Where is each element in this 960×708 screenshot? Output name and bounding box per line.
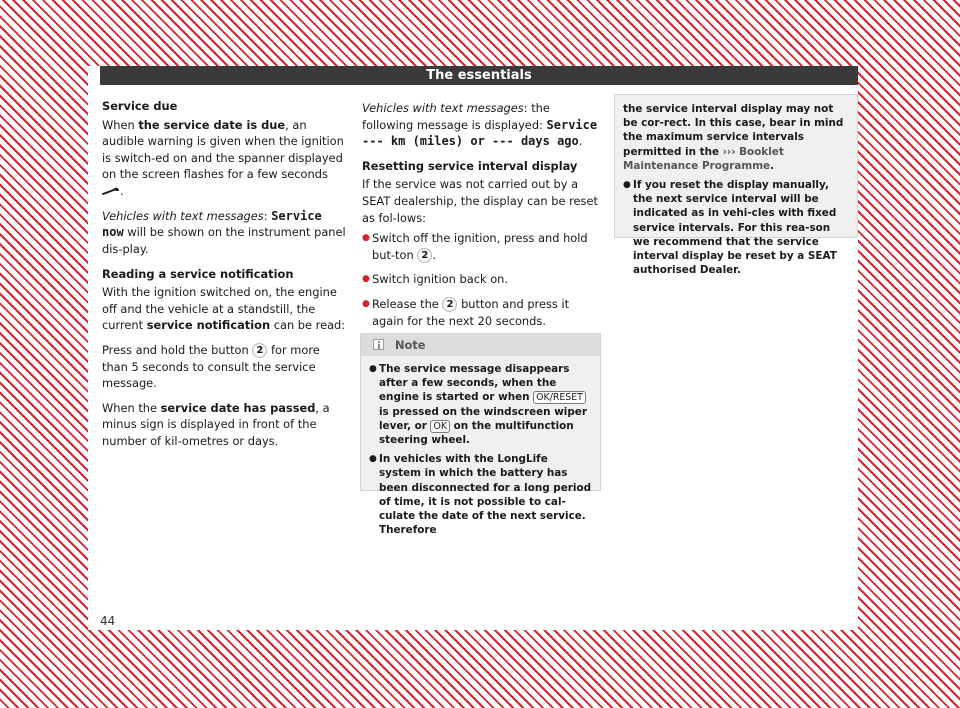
note-header — [361, 334, 600, 356]
section-header: The essentials — [100, 66, 858, 85]
key-ok: OK — [430, 420, 450, 433]
paragraph-reading: With the ignition switched on, the engine off and the vehicle at a standstill, the current service notification can be read: — [102, 285, 346, 333]
paragraph-press-hold: Press and hold the button 2 for more than 5 seconds to consult the service message. — [102, 342, 320, 391]
list-item: ● The service message disappears after a few seconds, when the engine is started or when OK/RESET is pressed on the windscreen wiper lever, or OK on the multifunction steering wheel. — [369, 362, 592, 447]
key-ok-reset: OK/RESET — [533, 391, 586, 404]
paragraph-text-messages-2: Vehicles with text messages: the following message is displayed: Service --- km (miles) or --- days ago. — [362, 101, 598, 149]
list-item: ● If you reset the display manually, the next service interval will be indicated as in vehi-cles with fixed service intervals. For this rea-son we recommend that the service interval display be reset by a SEAT authorised Dealer. — [623, 178, 849, 277]
heading-reading-notification: Reading a service notification — [102, 266, 294, 281]
page-number: 44 — [100, 614, 116, 628]
button-ref-2: 2 — [417, 248, 432, 263]
button-ref-2: 2 — [442, 297, 457, 312]
paragraph-continuation: the service interval display may not be cor-rect. In this case, bear in mind the maximum service intervals permitted in the ››› Booklet Maintenance Programme. — [623, 103, 844, 172]
note-body — [361, 356, 600, 537]
paragraph-date-passed: When the service date has passed, a minus sign is displayed in front of the number of kil-ometres or days. — [102, 400, 330, 448]
column-middle — [362, 100, 602, 337]
paragraph-service-due: When the service date is due, an audible warning is given when the ignition is switch-ed on and the spanner displayed on the screen flashes for a few seconds . — [102, 117, 344, 198]
paragraph-text-messages: Vehicles with text messages: Service now will be shown on the instrument panel dis-play. — [102, 208, 346, 256]
note-title: Note — [395, 338, 426, 352]
list-item: ● Release the 2 button and press it again for the next 20 seconds. — [362, 296, 602, 329]
note-box — [360, 333, 601, 537]
heading-resetting: Resetting service interval display — [362, 158, 578, 173]
paragraph-reset-intro: If the service was not carried out by a SEAT dealership, the display can be reset as fol-lows: — [362, 177, 598, 225]
list-item: ● Switch ignition back on. — [362, 271, 602, 288]
booklet-reference-link[interactable]: ››› Booklet Maintenance Programme — [623, 145, 784, 172]
heading-service-due: Service due — [102, 99, 178, 113]
list-item: ● Switch off the ignition, press and hold but-ton 2 . — [362, 230, 602, 263]
note-continuation-box — [614, 94, 858, 277]
column-left — [102, 98, 346, 457]
spanner-icon — [102, 183, 120, 200]
list-item: ● In vehicles with the LongLife system in which the battery has been disconnected for a long period of time, it is not possible to cal-culate the date of the next service. Therefore — [369, 452, 592, 537]
info-icon — [373, 339, 384, 350]
button-ref-2: 2 — [252, 343, 267, 358]
